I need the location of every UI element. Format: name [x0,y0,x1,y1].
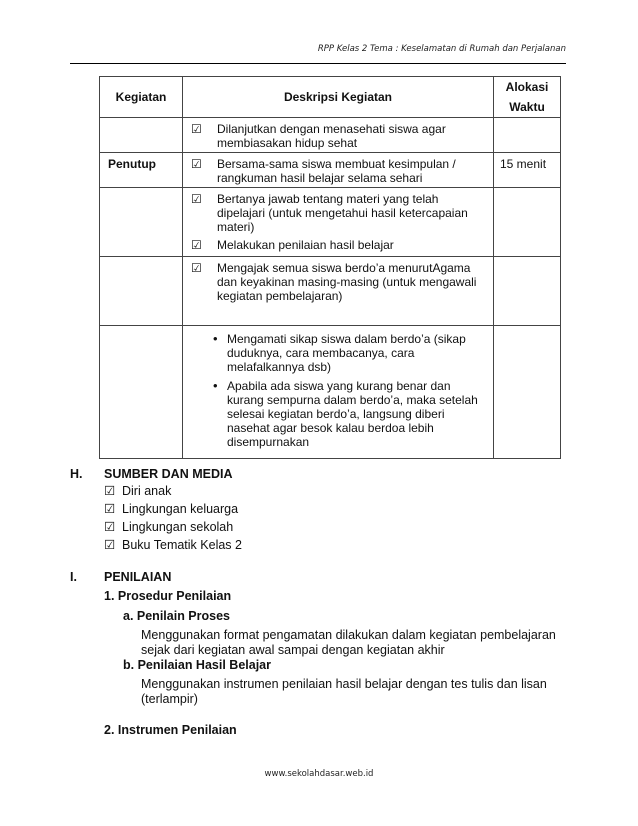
table-row [100,153,561,188]
header-kegiatan: Kegiatan [100,77,183,118]
section-h-heading: H. SUMBER DAN MEDIA [70,467,233,481]
penilaian-proses-heading: a. Penilain Proses [123,609,230,623]
table-row [100,326,561,459]
checkbox-icon: ☑ [191,157,202,171]
hasil-belajar-text: Menggunakan instrumen penilaian hasil belajar dengan tes tulis dan lisan (terlampir) [141,677,547,706]
checkbox-icon: ☑ [104,484,116,498]
list-item: ☑ Bertanya jawab tentang materi yang telah dipelajari (untuk mengetahui hasil ketercapaian materi) [191,192,468,234]
hasil-belajar-heading: b. Penilaian Hasil Belajar [123,658,271,672]
page-footer: www.sekolahdasar.web.id [264,769,374,779]
checkbox-icon: ☑ [191,238,202,252]
sumber-media-list [104,482,242,554]
bullet-icon: • [213,378,218,393]
list-item: ☑ Buku Tematik Kelas 2 [104,538,242,552]
table-header-row [100,77,561,118]
checkbox-icon: ☑ [191,122,202,136]
checkbox-icon: ☑ [104,502,116,516]
penutup-time: 15 menit [494,153,561,188]
list-item: ☑ Lingkungan sekolah [104,520,234,534]
page-header: RPP Kelas 2 Tema : Keselamatan di Rumah dan Perjalanan [317,44,566,54]
list-item: ☑ Mengajak semua siswa berdo’a menurutAgama dan keyakinan masing-masing (untuk mengawali kegiatan pembelajaran) [191,261,477,303]
checkbox-icon: ☑ [104,538,116,552]
checkbox-icon: ☑ [104,520,116,534]
checkbox-icon: ☑ [191,261,202,275]
checkbox-icon: ☑ [191,192,202,206]
bullet-icon: • [213,331,218,346]
table-row [100,257,561,326]
list-item: ☑ Melakukan penilaian hasil belajar [191,238,394,252]
header-deskripsi: Deskripsi Kegiatan [183,77,494,118]
instrumen-penilaian-heading: 2. Instrumen Penilaian [104,723,237,737]
list-item: ☑ Bersama-sama siswa membuat kesimpulan / rangkuman hasil belajar selama sehari [191,157,456,185]
penutup-label: Penutup [100,153,183,188]
list-item: • Mengamati sikap siswa dalam berdo’a (sikap duduknya, cara membacanya, cara melafalkannya dsb) [213,331,466,374]
table-row [100,188,561,257]
header-divider [70,63,566,64]
penilaian-proses-text: Menggunakan format pengamatan dilakukan dalam kegiatan pembelajaran sejak dari kegiatan awal sampai dengan kegiatan akhir [141,628,556,657]
prosedur-penilaian-heading: 1. Prosedur Penilaian [104,589,232,603]
section-i-heading: I. PENILAIAN [70,570,172,584]
list-item: • Apabila ada siswa yang kurang benar dan kurang sempurna dalam berdo’a, maka setelah selesai kegiatan berdo’a, langsung diberi nasehat agar besok kalau berdoa lebih disempurnakan [213,378,478,449]
list-item: ☑ Lingkungan keluarga [104,502,239,516]
list-item: ☑ Diri anak [104,484,172,498]
table-row [100,118,561,153]
list-item: ☑ Dilanjutkan dengan menasehati siswa agar membiasakan hidup sehat [191,122,446,150]
header-alokasi: Alokasi Waktu [494,77,561,118]
activity-table [99,76,561,459]
